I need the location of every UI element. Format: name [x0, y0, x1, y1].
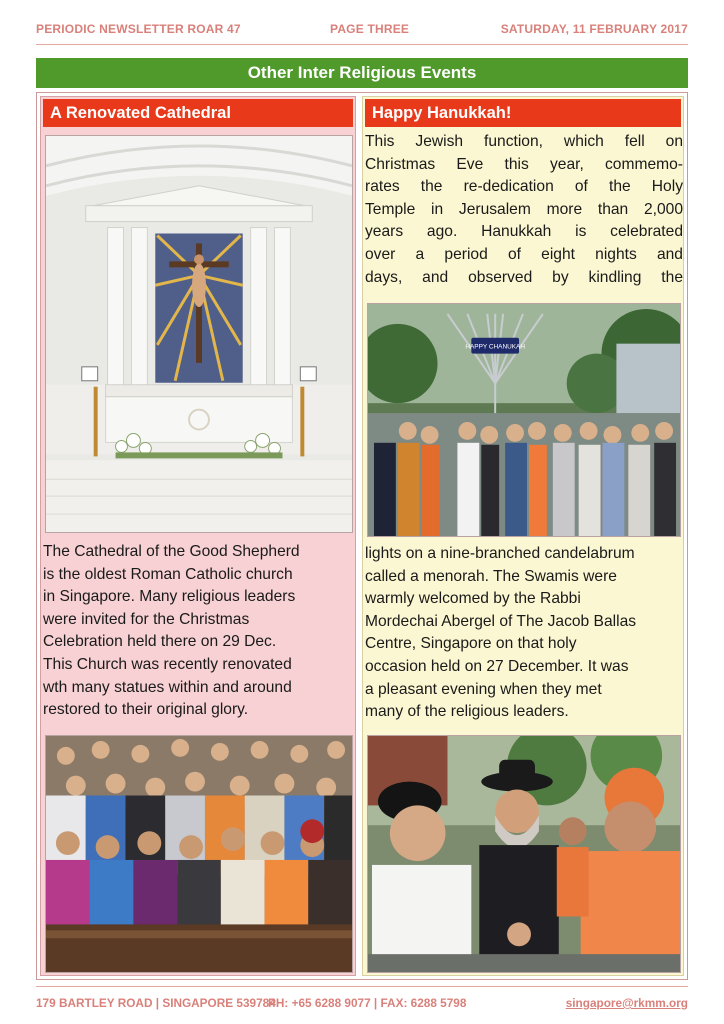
text-line: is the oldest Roman Catholic church	[43, 565, 293, 583]
text-line: years ago. Hanukkah is celebrated	[365, 223, 683, 241]
text-line: Centre, Singapore on that holy	[365, 635, 577, 653]
text-line: days, and observed by kindling the	[365, 268, 683, 286]
text-line: called a menorah. The Swamis were	[365, 567, 617, 585]
text-line: Celebration held there on 29 Dec.	[43, 633, 277, 651]
page-footer	[36, 996, 688, 1012]
page-header	[36, 22, 688, 40]
footer-divider	[36, 986, 688, 987]
hanukkah-menorah-photo	[367, 303, 681, 537]
left-column	[40, 96, 356, 976]
cathedral-altar-photo	[45, 135, 353, 533]
text-line: many of the religious leaders.	[365, 703, 569, 721]
text-line: lights on a nine-branched candelabrum	[365, 545, 635, 562]
right-article-intro	[365, 131, 683, 289]
right-column	[362, 96, 684, 976]
text-line: a pleasant evening when they met	[365, 680, 602, 698]
text-line: warmly welcomed by the Rabbi	[365, 590, 581, 608]
right-article-body	[365, 543, 683, 724]
text-line: over a period of eight nights and	[365, 245, 683, 263]
footer-address: 179 BARTLEY ROAD | SINGAPORE 539784	[36, 996, 276, 1010]
section-banner: Other Inter Religious Events	[36, 58, 688, 88]
text-line: Mordechai Abergel of The Jacob Ballas	[365, 612, 637, 630]
footer-email-link[interactable]: singapore@rkmm.org	[565, 996, 688, 1010]
text-line: The Cathedral of the Good Shepherd	[43, 543, 300, 560]
newsletter-name: PERIODIC NEWSLETTER ROAR 47	[36, 22, 241, 36]
text-line: Christmas Eve this year, commemo-	[365, 155, 683, 173]
page-number: PAGE THREE	[330, 22, 410, 36]
footer-contact: PH: +65 6288 9077 | FAX: 6288 5798	[268, 996, 467, 1010]
text-line: in Singapore. Many religious leaders	[43, 588, 296, 606]
text-line: This Church was recently renovated	[43, 655, 292, 673]
issue-date: SATURDAY, 11 FEBRUARY 2017	[500, 22, 688, 36]
header-divider	[36, 44, 688, 45]
text-line: Temple in Jerusalem more than 2,000	[365, 200, 683, 218]
text-line: occasion held on 27 December. It was	[365, 657, 629, 675]
left-article-body	[43, 541, 355, 722]
text-line: wth many statues within and around	[43, 678, 292, 696]
text-line: rates the re-dedication of the Holy	[365, 178, 683, 196]
text-line: restored to their original glory.	[43, 701, 249, 719]
rabbi-swami-handshake-photo	[367, 735, 681, 973]
right-heading: Happy Hanukkah!	[365, 99, 681, 127]
left-heading: A Renovated Cathedral	[43, 99, 353, 127]
text-line: This Jewish function, which fell on	[365, 133, 683, 150]
religious-leaders-group-photo	[45, 735, 353, 973]
chanukah-sign: HAPPY CHANUKAH	[465, 343, 526, 351]
text-line: were invited for the Christmas	[43, 610, 250, 628]
